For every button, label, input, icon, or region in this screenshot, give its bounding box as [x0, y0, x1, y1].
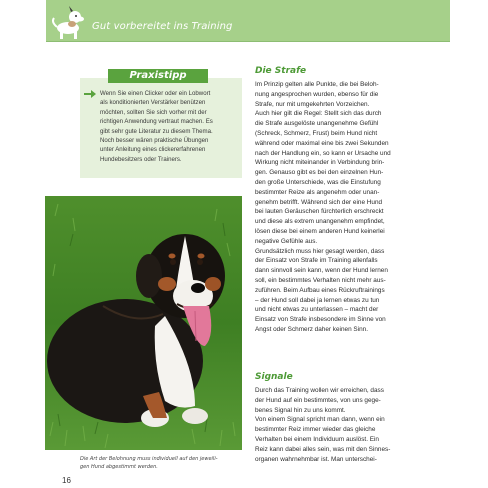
caption-line: Die Art der Belohnung muss individuell auf den jeweili- — [80, 456, 218, 462]
text-line: die Strafe ausgelöste unangenehme Gefühl — [255, 120, 379, 128]
caption-line: gen Hund abgestimmt werden. — [80, 463, 158, 470]
text-line: benes Signal hin zu uns kommt. — [255, 406, 346, 414]
arrow-right-icon — [84, 90, 96, 98]
praxistipp-line: Hundebesitzers oder Trainers. — [100, 155, 182, 163]
text-line: Verhalten bei einem Individuum auslöst. Ein — [255, 435, 379, 443]
text-line: den große Unterschiede, was die Einstufung — [255, 178, 381, 186]
text-line: Grundsätzlich muss hier gesagt werden, dass — [255, 247, 385, 255]
header-title: Gut vorbereitet ins Training — [92, 21, 233, 32]
praxistipp-line: richtigen Anwendung vertraut machen. Es — [100, 118, 213, 126]
dog-silhouette-icon — [46, 0, 88, 41]
text-line: bei lauten Geräuschen fürchterlich erschreckt — [255, 208, 384, 216]
praxistipp-line: Wenn Sie einen Clicker oder ein Lobwort — [100, 90, 211, 97]
bernese-dog-image — [45, 196, 242, 450]
text-line: organen wahrnehmbar ist. Man unterschei- — [255, 455, 377, 463]
strafe-text — [255, 80, 445, 335]
text-line: Von einem Signal spricht man dann, wenn ein — [255, 416, 385, 424]
text-line: – der Hund soll dabei ja lernen etwas zu tun — [255, 296, 380, 304]
text-line: negative Gefühle aus. — [255, 237, 318, 245]
praxistipp-label: Praxistipp — [108, 69, 208, 83]
text-line: Durch das Training wollen wir erreichen, dass — [255, 387, 384, 394]
section-heading-signale: Signale — [255, 372, 293, 382]
text-line: genehm betrifft. Während sich der eine Hund — [255, 198, 383, 206]
praxistipp-line: unter Anleitung eines clickererfahrenen — [100, 146, 206, 154]
praxistipp-line: möchten, sollten Sie sich vorher mit der — [100, 108, 207, 116]
text-line: nung angesprochen wurden, ebenso für die — [255, 90, 379, 98]
praxistipp-line: Noch besser wären praktische Übungen — [100, 137, 209, 145]
text-line: während oder maximal eine bis zwei Sekunden — [255, 139, 389, 147]
text-line: lösen diese bei einem anderen Hund keinerlei — [255, 227, 385, 235]
text-line: Reiz kann dabei alles sein, was mit den Sinnes- — [255, 445, 391, 453]
text-line: Strafe, nur mit umgekehrten Vorzeichen. — [255, 100, 370, 108]
text-line: soll, ein bestimmtes Verhalten nicht mehr aus- — [255, 276, 386, 284]
section-heading-strafe: Die Strafe — [255, 66, 307, 76]
text-line: zuführen. Beim Aufbau eines Rückruftrainings — [255, 286, 385, 294]
text-line: bestimmter Reize als angenehm oder unan- — [255, 188, 380, 196]
text-line: (Schreck, Schmerz, Frust) beim Hund nicht — [255, 129, 378, 137]
signale-text — [255, 386, 445, 464]
text-line: und diese als extrem unangenehm empfindet, — [255, 218, 385, 226]
text-line: Angst oder Schmerz daher keinen Sinn. — [255, 325, 368, 333]
page-number: 16 — [62, 476, 71, 485]
photo-caption — [80, 456, 242, 471]
text-line: und nicht etwas zu unterlassen – macht der — [255, 306, 379, 314]
text-line: Wirkung nicht miteinander in Verbindung brin- — [255, 159, 385, 167]
praxistipp-text — [100, 89, 240, 164]
text-line: Auch hier gilt die Regel: Stellt sich das durch — [255, 110, 382, 118]
praxistipp-line: als konditionierten Verstärker benützen — [100, 99, 206, 107]
text-line: gen. Genauso gibt es bei den einzelnen Hun- — [255, 169, 384, 177]
text-line: der Einsatz von Strafe im Training allenfalls — [255, 257, 378, 265]
text-line: der Hund auf ein bestimmtes, von uns gege- — [255, 396, 381, 404]
text-line: Einsatz von Strafe insbesondere im Sinne von — [255, 316, 386, 324]
page-header — [46, 0, 450, 42]
text-line: nach der Handlung ein, so kann er Ursache und — [255, 149, 391, 157]
text-line: dann sinnvoll sein kann, wenn der Hund lernen — [255, 267, 388, 275]
text-line: bestimmter Reiz immer wieder das gleiche — [255, 426, 376, 434]
dog-photo — [45, 196, 242, 450]
text-line: Im Prinzip gelten alle Punkte, die bei Beloh- — [255, 81, 379, 88]
praxistipp-line: gibt sehr gute Literatur zu diesem Thema. — [100, 127, 213, 135]
